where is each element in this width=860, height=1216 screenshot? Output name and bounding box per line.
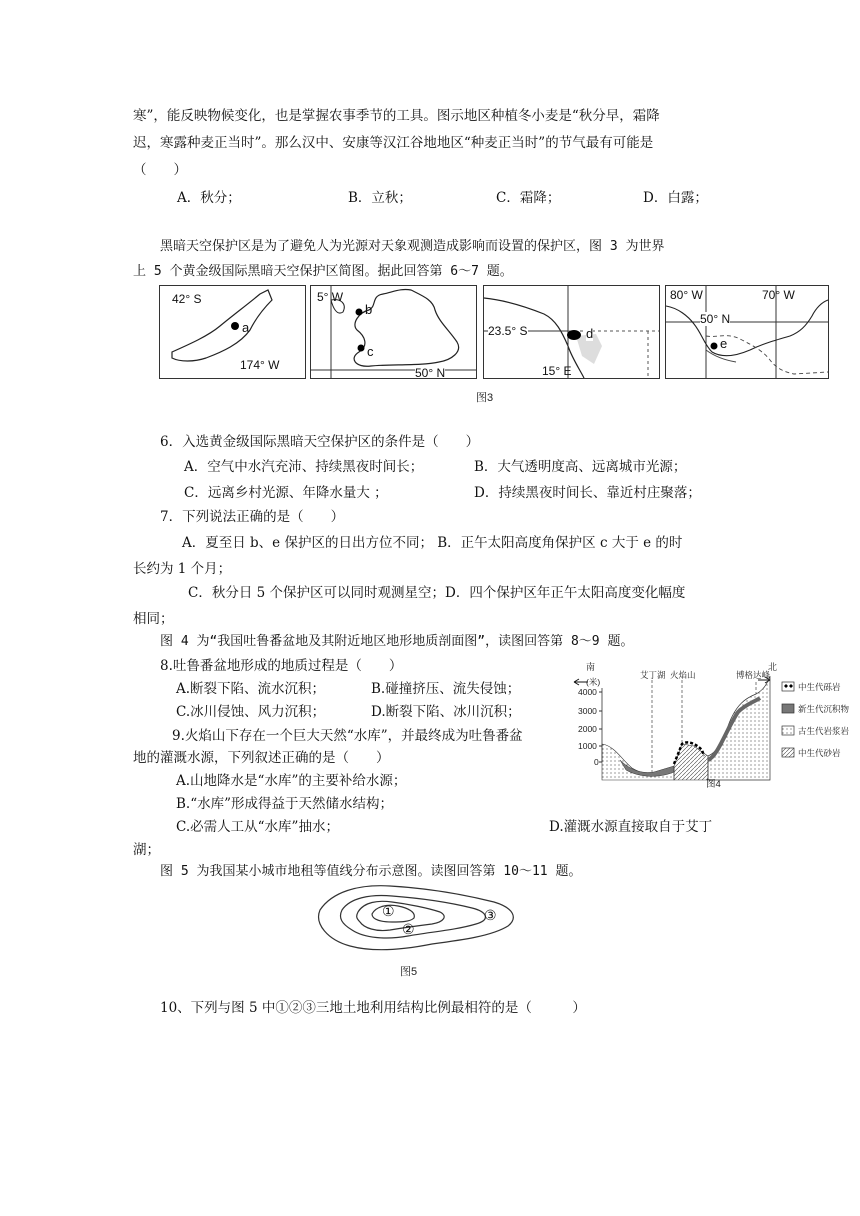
panel-e-marker: e [720, 336, 728, 351]
figure4-caption: 图4 [706, 779, 721, 790]
q6-option-c: C．远离乡村光源、年降水量大 ； [184, 485, 388, 501]
q10-stem: 10、下列与图 5 中①②③三地土地利用结构比例最相符的是（ ） [160, 1000, 586, 1016]
figure4-ytick-1000: 1000 [578, 741, 597, 751]
intro-6-7-line1: 黑暗天空保护区是为了避免人为光源对天象观测造成影响而设置的保护区，图 3 为世界 [160, 239, 665, 254]
q6-option-d: D．持续黑夜时间长、靠近村庄聚落； [474, 485, 701, 501]
q7-cd-line2: 相同； [133, 611, 174, 627]
figure4-north-label: 北 [768, 662, 778, 672]
figure4-ytick-2000: 2000 [578, 724, 597, 734]
figure4-ytick-4000: 4000 [578, 687, 597, 697]
q5-option-b: B．立秋； [348, 190, 412, 206]
q6-option-a: A．空气中水汽充沛、持续黑夜时间长； [184, 459, 424, 475]
figure4-legend-mesozoic-sandstone: 中生代砂岩 [798, 748, 841, 758]
q7-ab-line2: 长约为 1 个月； [133, 561, 232, 577]
panel-e-lon2: 70° W [762, 288, 795, 302]
q7-stem: 7．下列说法正确的是（ ） [160, 509, 345, 525]
figure3-caption: 图3 [476, 392, 494, 404]
figure4-place-huoyan-mountain: 火焰山 [670, 670, 696, 680]
q8-option-d: D.断裂下陷、冰川沉积； [371, 704, 521, 720]
q8-option-a: A.断裂下陷、流水沉积； [176, 681, 326, 697]
q7-cd-line1: C．秋分日 5 个保护区可以同时观测星空；D．四个保护区年正午太阳高度变化幅度 [188, 585, 686, 601]
figure3-panel-a [159, 285, 306, 379]
figure3-panel-e [665, 285, 829, 379]
figure4 [570, 660, 850, 810]
figure4-legend-cenozoic-sediment: 新生代沉积物 [798, 704, 850, 714]
panel-bc-lat: 50° N [415, 366, 446, 379]
panel-bc-marker-b: b [365, 302, 373, 317]
figure3-panel-bc [310, 285, 477, 379]
q9-option-a: A.山地降水是“水库”的主要补给水源； [176, 773, 407, 789]
intro-6-7-line2: 上 5 个黄金级国际黑暗天空保护区简图。据此回答第 6～7 题。 [133, 264, 513, 279]
panel-a-marker: a [242, 320, 250, 335]
figure4-place-bogda-peak: 博格达峰 [736, 670, 771, 680]
q9-option-d-line2: 湖； [133, 842, 160, 858]
q5-line3: （ ） [133, 162, 187, 178]
q9-option-d-line1: D.灌溉水源直接取自于艾丁 [549, 819, 713, 835]
panel-a-lon: 174° W [240, 358, 280, 372]
panel-a-lat: 42° S [172, 292, 202, 306]
q5-option-a: A．秋分； [177, 190, 241, 206]
panel-bc-lon: 5° W [317, 290, 344, 304]
figure5-marker-2: ② [402, 922, 415, 938]
panel-e-lat: 50° N [700, 312, 731, 326]
q9-option-b: B.“水库”形成得益于天然储水结构； [176, 796, 394, 812]
panel-d-marker: d [586, 326, 594, 341]
figure5-marker-1: ① [382, 904, 395, 920]
q5-option-d: D．白露； [643, 190, 708, 206]
marker-dot-e [711, 343, 718, 350]
figure4-ytick-3000: 3000 [578, 706, 597, 716]
figure5 [312, 880, 522, 955]
figure4-profile [570, 660, 832, 810]
marker-dot-d [567, 330, 581, 340]
figure3-panel-d [483, 285, 660, 379]
q6-option-b: B．大气透明度高、远离城市光源； [474, 459, 687, 475]
q5-line2: 迟，寒露种麦正当时”。那么汉中、安康等汉江谷地地区“种麦正当时”的节气最有可能是 [133, 135, 654, 151]
figure4-south-label: 南 [586, 662, 596, 672]
figure4-ytick-0: 0 [594, 757, 599, 767]
marker-dot-a [231, 322, 239, 330]
q9-option-c: C.必需人工从“水库”抽水； [176, 819, 339, 835]
q9-stem-line2: 地的灌溉水源，下列叙述正确的是（ ） [133, 750, 390, 766]
marker-dot-b [356, 309, 363, 316]
panel-d-lon: 15° E [542, 364, 572, 378]
q8-option-c: C.冰川侵蚀、风力沉积； [176, 704, 326, 720]
figure4-place-aiding-lake: 艾丁湖 [640, 670, 666, 680]
figure5-caption: 图5 [400, 966, 418, 978]
q9-stem-line1: 9.火焰山下存在一个巨大天然“水库”，并最终成为吐鲁番盆 [172, 728, 523, 744]
figure4-legend-mesozoic-conglomerate: 中生代砾岩 [798, 682, 841, 692]
intro-8-9: 图 4 为“我国吐鲁番盆地及其附近地区地形地质剖面图”，读图回答第 8～9 题。 [160, 634, 634, 649]
panel-e-lon1: 80° W [670, 288, 703, 302]
panel-bc-marker-c: c [367, 344, 374, 359]
panel-d-lat: 23.5° S [488, 324, 528, 338]
q5-option-c: C．霜降； [496, 190, 561, 206]
figure5-marker-3: ③ [484, 908, 497, 924]
marker-dot-c [358, 345, 365, 352]
q8-option-b: B.碰撞挤压、流失侵蚀； [371, 681, 521, 697]
figure4-unit: (米) [586, 677, 601, 687]
q5-line1: 寒”，能反映物候变化，也是掌握农事季节的工具。图示地区种植冬小麦是“秋分早，霜降 [133, 108, 660, 124]
q6-stem: 6．入选黄金级国际黑暗天空保护区的条件是（ ） [160, 434, 480, 450]
figure4-legend-paleozoic-magmatic: 古生代岩浆岩 [798, 726, 850, 736]
q8-stem: 8.吐鲁番盆地形成的地质过程是（ ） [160, 658, 403, 674]
q7-ab-line1: A．夏至日 b、e 保护区的日出方位不同； B．正午太阳高度角保护区 c 大于 e 的时 [182, 535, 683, 551]
intro-10-11: 图 5 为我国某小城市地租等值线分布示意图。读图回答第 10～11 题。 [160, 864, 582, 879]
